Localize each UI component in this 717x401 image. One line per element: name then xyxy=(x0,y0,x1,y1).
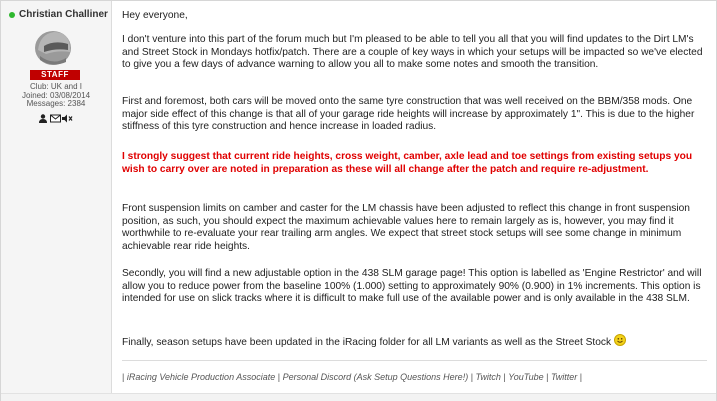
user-profile-icon[interactable] xyxy=(38,110,48,119)
author-stats xyxy=(1,83,111,109)
post-paragraph-warning: I strongly suggest that current ride heights, cross weight, camber, axle lead and toe settings from existing setups you wish to carry over are noted in preparation as these will all change after the patch and require re-adjustment. xyxy=(122,151,693,175)
post-footer-bar xyxy=(1,393,716,401)
signature-title: iRacing Vehicle Production Associate xyxy=(126,372,276,382)
signature-link-discord[interactable]: Personal Discord (Ask Setup Questions Here!) xyxy=(282,372,469,382)
online-status-icon xyxy=(9,12,15,18)
signature: | iRacing Vehicle Production Associate | Personal Discord (Ask Setup Questions Here!) | Twitch | YouTube | Twitter | xyxy=(122,372,583,382)
signature-divider xyxy=(122,360,707,361)
signature-link-twitch[interactable]: Twitch xyxy=(475,372,501,382)
post-paragraph-restrictor: Secondly, you will find a new adjustable option in the 438 SLM garage page! This option is labelled as 'Engine Restrictor' and will allow you to reduce power from the baseline 100% (1.000) setting to approximately 90% (0.900) in 1% increments. This option is intended for use on slick tracks where it is difficult to make full use of the available power and is only available in the 438 SLM. xyxy=(122,268,702,304)
author-actions xyxy=(38,110,72,119)
author-sidebar xyxy=(1,1,112,400)
author-joined: Joined: 03/08/2014 xyxy=(21,90,91,100)
post-paragraph-setups-text: Finally, season setups have been updated in the iRacing folder for all LM variants as well as the Street Stock xyxy=(122,337,612,348)
author-club: Club: UK and I xyxy=(29,82,83,91)
mail-icon[interactable] xyxy=(50,110,60,119)
post-greeting: Hey everyone, xyxy=(122,10,188,21)
post-paragraph-setups xyxy=(122,334,626,350)
author-name-row xyxy=(9,9,108,20)
mute-icon[interactable] xyxy=(62,110,72,119)
author-messages: Messages: 2384 xyxy=(26,99,86,108)
smiley-icon xyxy=(614,334,626,346)
post-paragraph-intro: I don't venture into this part of the forum much but I'm pleased to be able to tell you all that you will find updates to the Dirt LM's and Street Stock in Mondays hotfix/patch. There are a couple of key ways in which your setups will be impacted so we've elected to give you a few days of advance warning to allow you all to make some notes and smooth the transition. xyxy=(122,34,703,70)
post-paragraph-tyres: First and foremost, both cars will be moved onto the same tyre construction that was well received on the BBM/358 mods. One major side effect of this change is that all of your garage ride heights will increase by approximately 1". This is due to the higher stiffness of this tyre construction and hence increase in loaded radius. xyxy=(122,96,695,132)
post-paragraph-suspension: Front suspension limits on camber and caster for the LM chassis have been adjusted to reflect this change in front suspension position, as such, you should expect the maximum achievable values here to remain largely as is, however, you may find it worthwhile to re-evaluate your rear trailing arm angles. We expect that street stock setups will see some change in minimum achievable rear ride heights. xyxy=(122,203,690,252)
staff-badge: STAFF xyxy=(30,70,80,80)
author-username[interactable]: Christian Challiner xyxy=(19,9,108,20)
signature-link-twitter[interactable]: Twitter xyxy=(550,372,578,382)
avatar[interactable] xyxy=(28,26,78,70)
signature-link-youtube[interactable]: YouTube xyxy=(508,372,544,382)
